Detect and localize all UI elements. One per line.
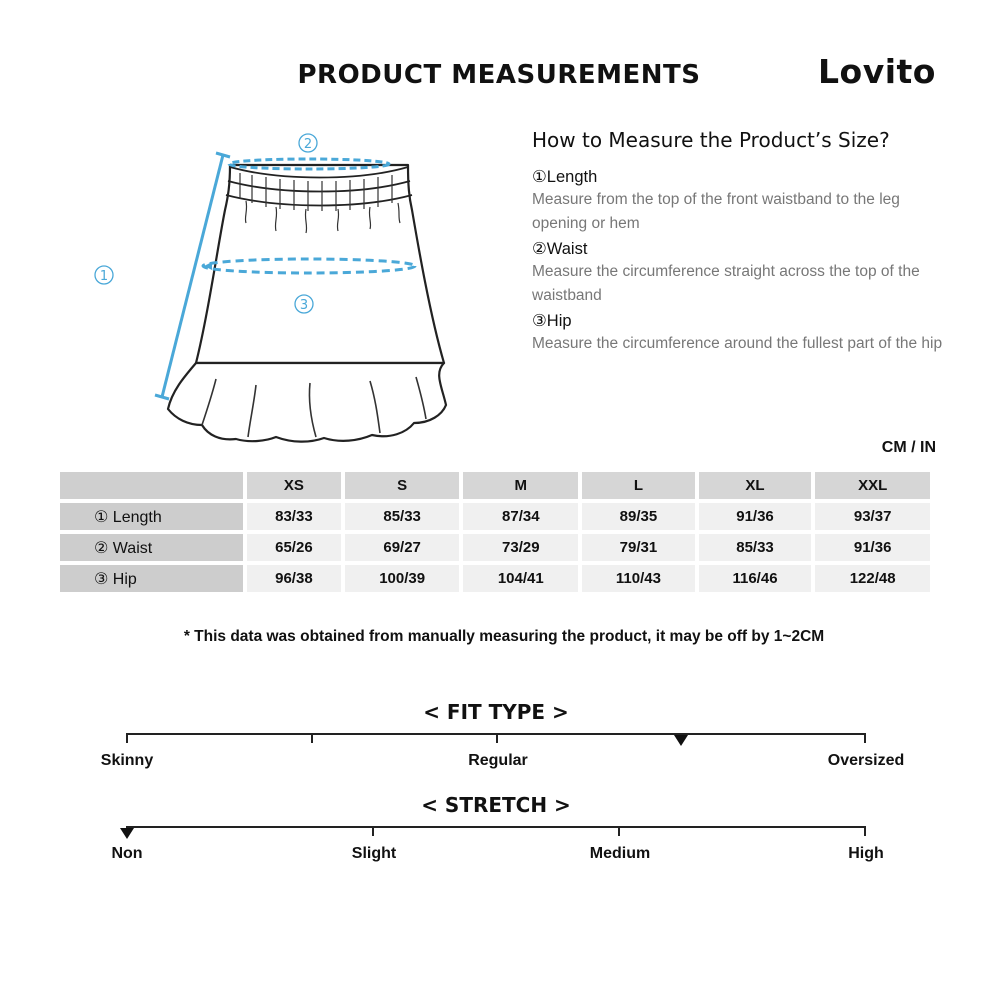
fit-type-tick [311,733,313,743]
page-title: PRODUCT MEASUREMENTS [297,60,701,90]
stretch-indicator [120,828,134,839]
table-cell: 96/38 [247,565,341,592]
table-cell: 89/35 [582,503,695,530]
row-label: ③ Hip [60,565,243,592]
marker-hip: 3 [299,298,309,313]
table-cell: 91/36 [815,534,930,561]
howto-title: How to Measure the Product’s Size? [532,128,890,152]
table-row [60,503,930,530]
fit-type-indicator [674,735,688,746]
skirt-diagram [80,125,480,455]
table-header-row [60,472,930,499]
table-cell: 87/34 [463,503,578,530]
table-cell: 85/33 [699,534,812,561]
fit-type-title: < FIT TYPE > [423,700,569,724]
howto-desc-hip: Measure the circumference around the fullest part of the hip [532,335,943,352]
column-header: XXL [815,472,930,499]
size-table [56,468,934,596]
table-cell: 79/31 [582,534,695,561]
table-cell: 83/33 [247,503,341,530]
stretch-label-high: High [848,845,884,862]
table-cell: 104/41 [463,565,578,592]
marker-waist: 2 [303,137,313,152]
table-row [60,565,930,592]
brand-logo: Lovito [818,52,936,91]
table-cell: 116/46 [699,565,812,592]
column-header: S [345,472,460,499]
howto-desc-length: Measure from the top of the front waistband to the leg opening or hem [532,191,900,232]
how-to-measure [532,128,952,358]
column-header: M [463,472,578,499]
stretch-label-medium: Medium [589,845,651,862]
table-cell: 110/43 [582,565,695,592]
fit-type-tick [496,733,498,743]
column-header: L [582,472,695,499]
column-header: XL [699,472,812,499]
table-cell: 85/33 [345,503,460,530]
table-corner-cell [60,472,243,499]
table-cell: 69/27 [345,534,460,561]
howto-desc-waist: Measure the circumference straight across the top of the waistband [532,263,920,304]
fit-type-tick [126,733,128,743]
howto-heading-length: ①Length [532,168,598,186]
stretch-tick [372,826,374,836]
stretch-tick [618,826,620,836]
fit-label-regular: Regular [468,752,528,769]
table-row [60,534,930,561]
stretch-label-slight: Slight [351,845,397,862]
unit-label: CM / IN [881,439,936,456]
stretch-label-non: Non [111,845,143,862]
howto-heading-hip: ③Hip [532,312,572,330]
measurement-note: * This data was obtained from manually measuring the product, it may be off by 1~2CM [183,628,825,645]
table-cell: 73/29 [463,534,578,561]
table-cell: 122/48 [815,565,930,592]
stretch-scale-line [126,826,866,828]
howto-heading-waist: ②Waist [532,240,588,258]
fit-label-skinny: Skinny [100,752,154,769]
fit-type-tick [864,733,866,743]
marker-length: 1 [99,269,109,284]
stretch-title: < STRETCH > [421,793,571,817]
column-header: XS [247,472,341,499]
skirt-illustration [80,125,480,455]
table-cell: 100/39 [345,565,460,592]
table-cell: 65/26 [247,534,341,561]
fit-label-oversized: Oversized [827,752,905,769]
table-cell: 93/37 [815,503,930,530]
table-cell: 91/36 [699,503,812,530]
stretch-tick [864,826,866,836]
row-label: ② Waist [60,534,243,561]
row-label: ① Length [60,503,243,530]
